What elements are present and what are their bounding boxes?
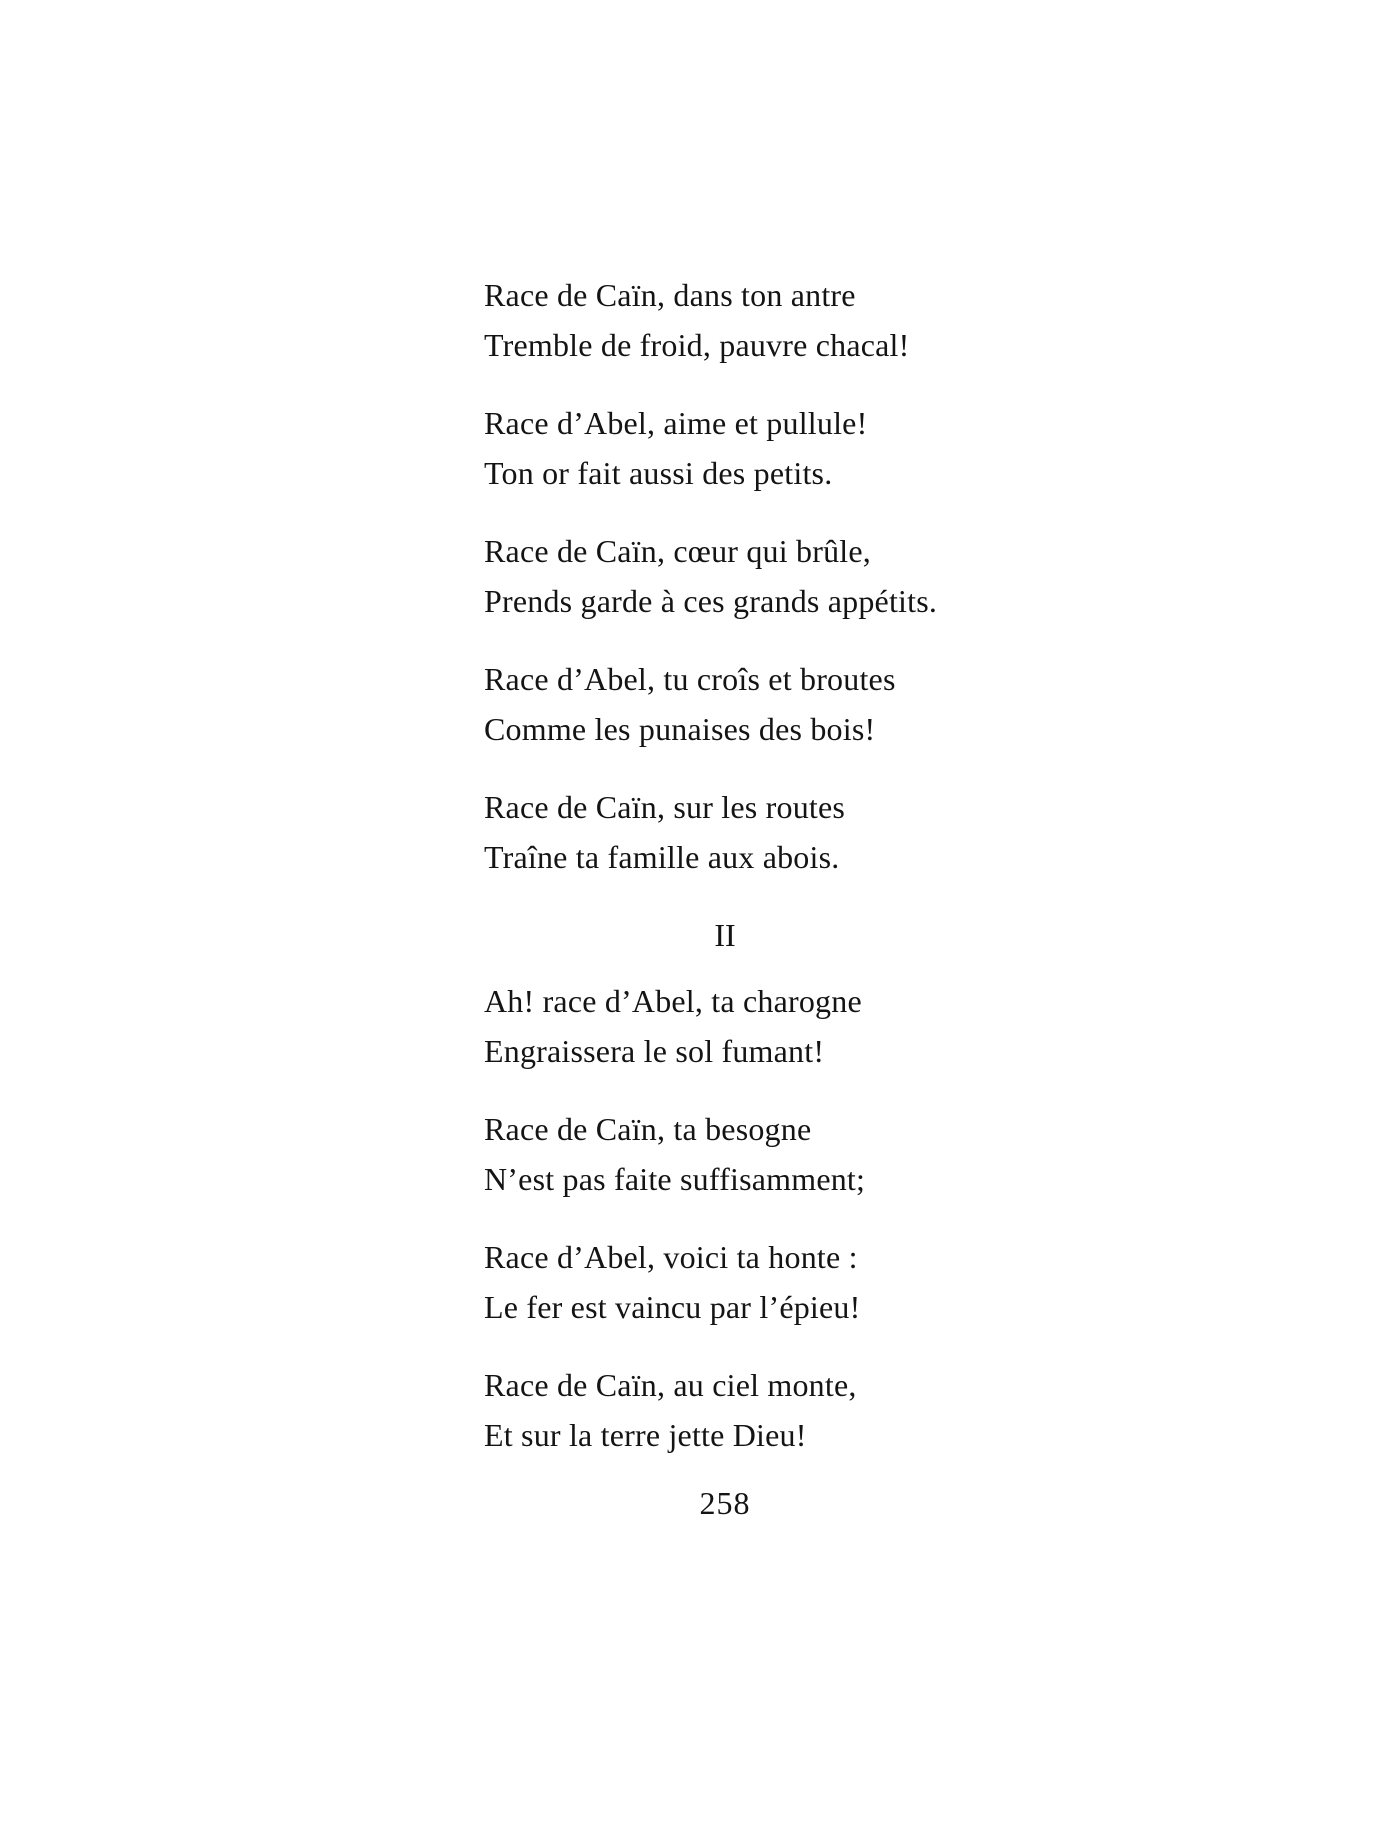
- stanza: [484, 398, 1124, 498]
- verse-line: Ton or fait aussi des petits.: [484, 455, 833, 491]
- verse-line: Tremble de froid, pauvre chacal!: [484, 327, 910, 363]
- poem-part-2: [484, 976, 1124, 1488]
- verse-line: Le fer est vaincu par l’épieu!: [484, 1289, 861, 1325]
- verse-line: Race de Caïn, ta besogne: [484, 1111, 812, 1147]
- stanza: [484, 526, 1124, 626]
- stanza: [484, 270, 1124, 370]
- verse-line: Race de Caïn, dans ton antre: [484, 277, 856, 313]
- verse-line: Race de Caïn, cœur qui brûle,: [484, 533, 872, 569]
- stanza: [484, 782, 1124, 882]
- verse-line: Race de Caïn, au ciel monte,: [484, 1367, 857, 1403]
- verse-line: Comme les punaises des bois!: [484, 711, 876, 747]
- stanza: [484, 654, 1124, 754]
- poem-part-1: [484, 270, 1124, 910]
- page-number: 258: [699, 1485, 751, 1521]
- verse-line: Engraissera le sol fumant!: [484, 1033, 825, 1069]
- verse-line: Race d’Abel, aime et pullule!: [484, 405, 868, 441]
- verse-line: Race de Caïn, sur les routes: [484, 789, 846, 825]
- verse-line: Ah! race d’Abel, ta charogne: [484, 983, 862, 1019]
- verse-line: N’est pas faite suffisamment;: [484, 1161, 866, 1197]
- verse-line: Traîne ta famille aux abois.: [484, 839, 840, 875]
- verse-line: Prends garde à ces grands appétits.: [484, 583, 938, 619]
- stanza: [484, 1104, 1124, 1204]
- stanza: [484, 1232, 1124, 1332]
- section-number: II: [714, 917, 736, 953]
- verse-line: Race d’Abel, voici ta honte :: [484, 1239, 858, 1275]
- stanza: [484, 1360, 1124, 1460]
- verse-line: Et sur la terre jette Dieu!: [484, 1417, 807, 1453]
- verse-line: Race d’Abel, tu croîs et broutes: [484, 661, 896, 697]
- stanza: [484, 976, 1124, 1076]
